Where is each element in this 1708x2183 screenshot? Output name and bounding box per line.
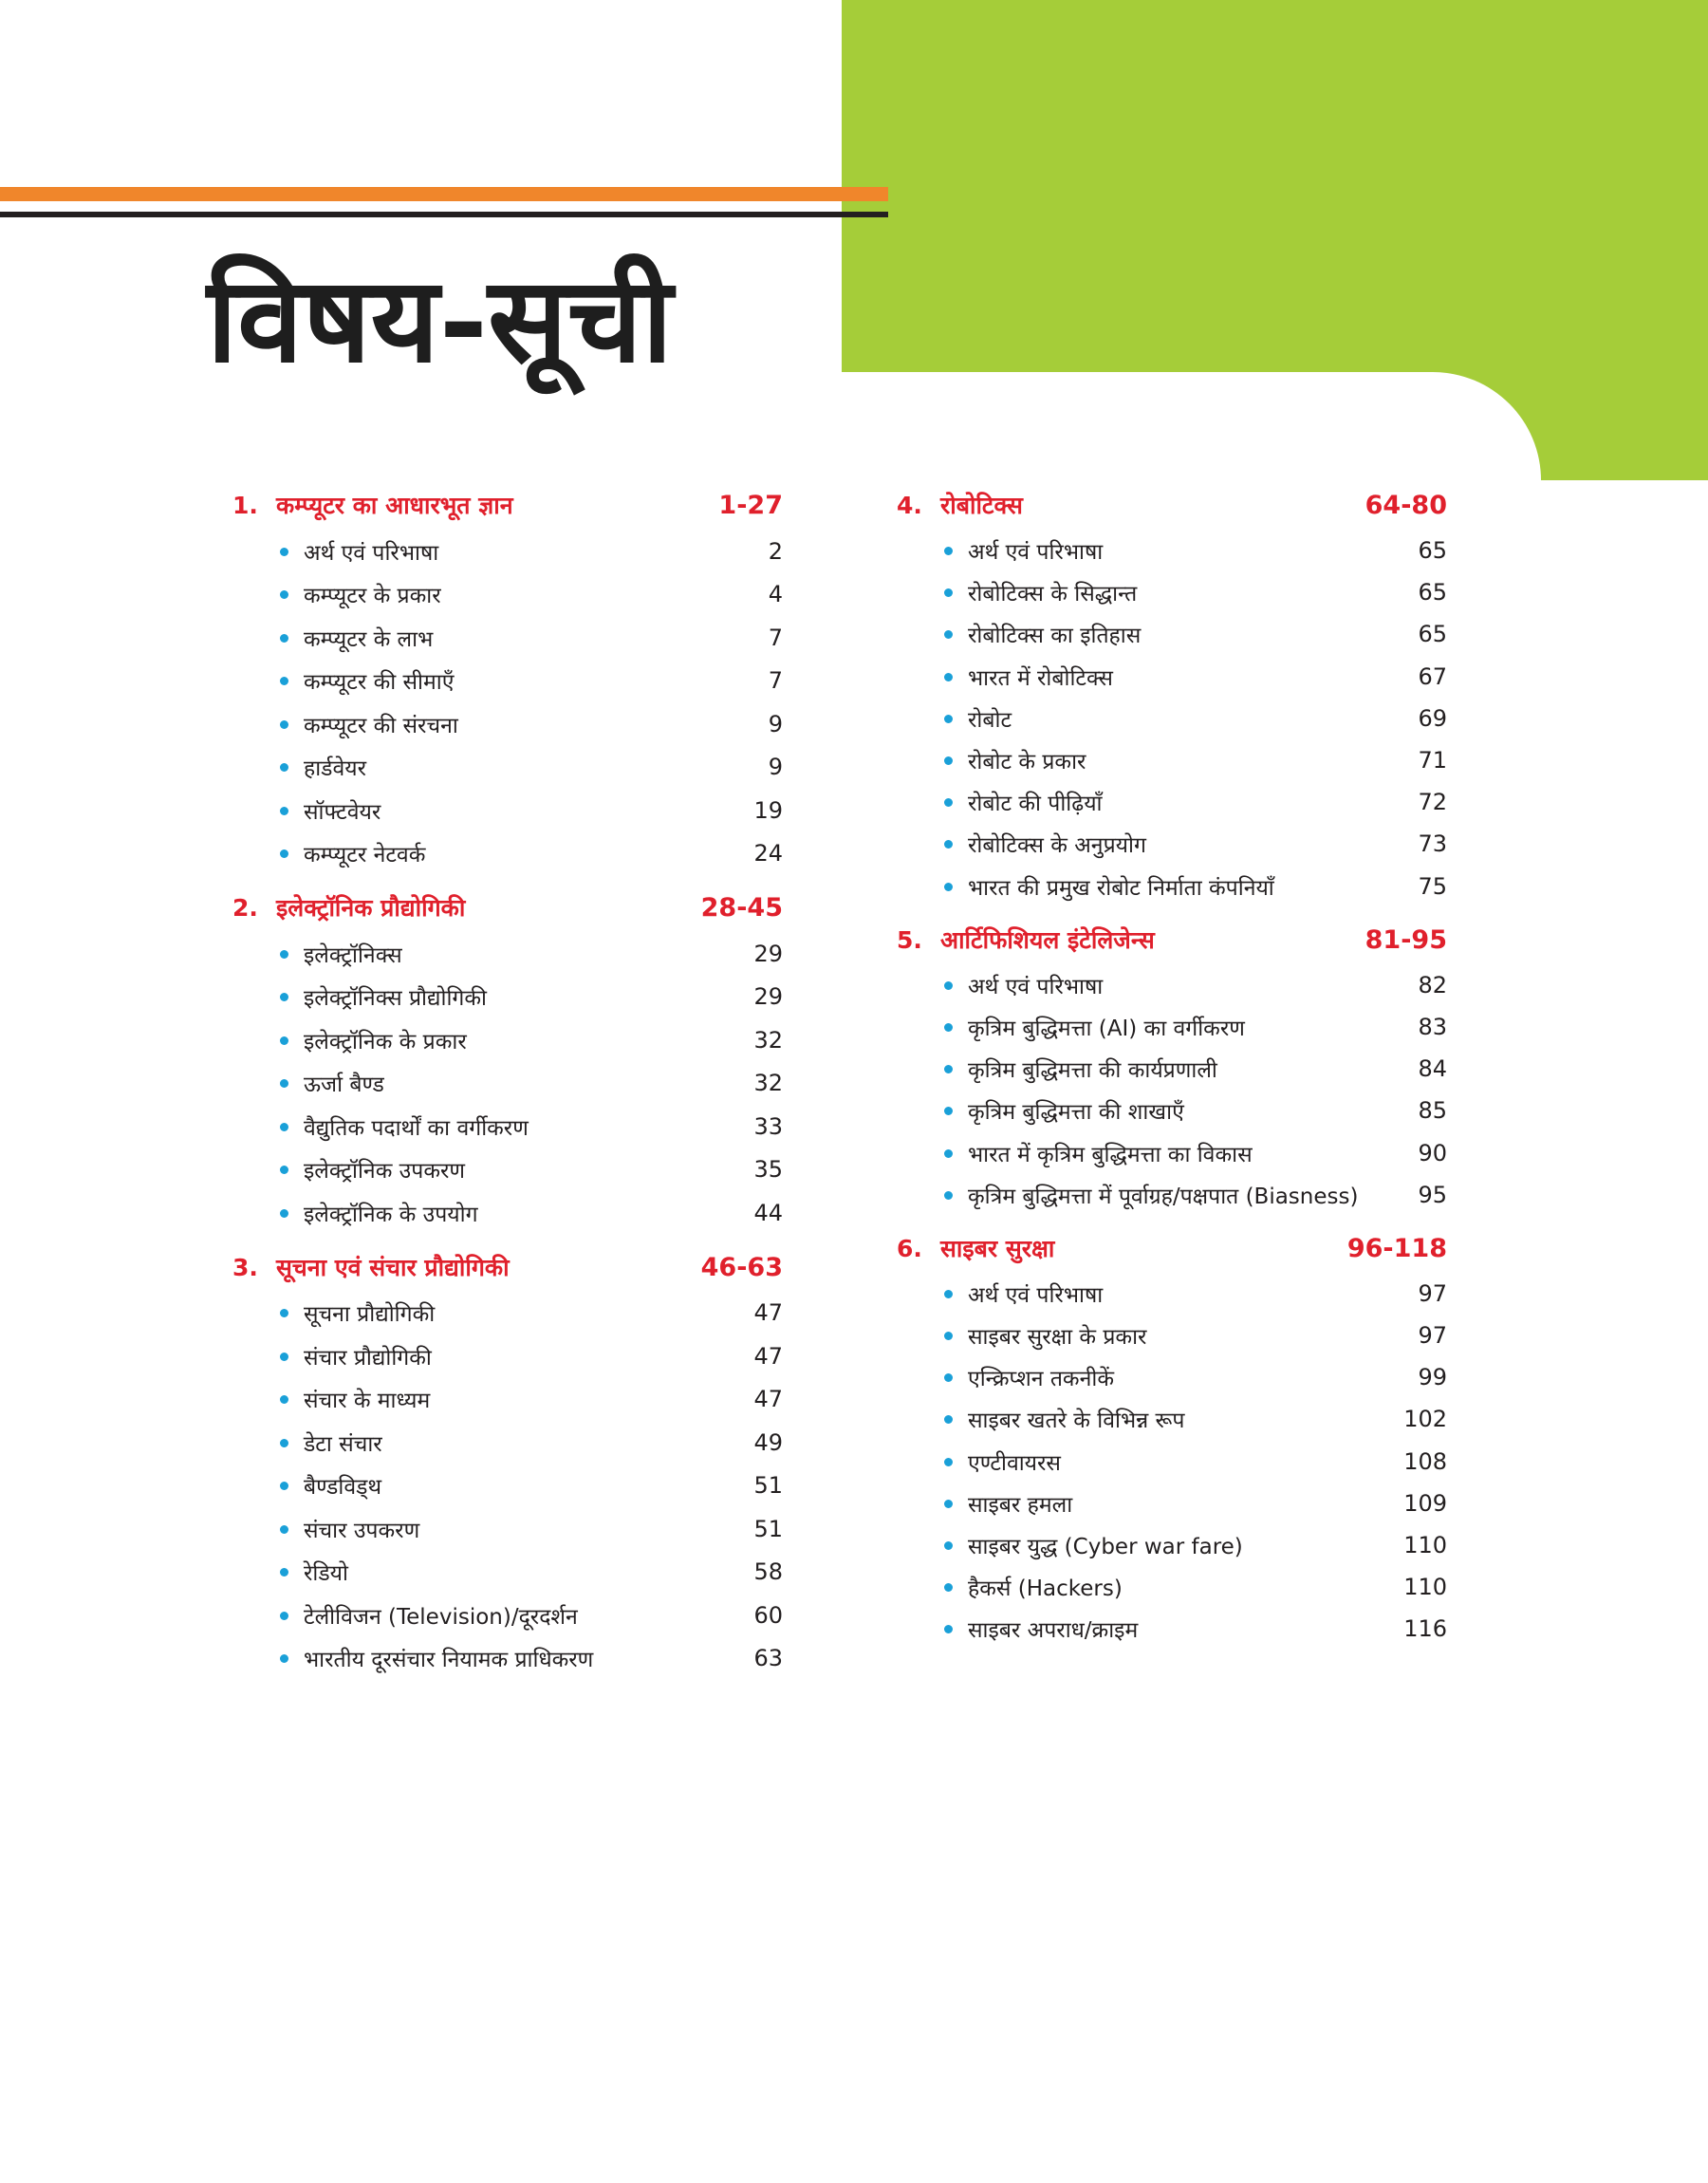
toc-entry-label: रोबोट के प्रकार [968,750,1086,775]
toc-entry[interactable] [232,530,783,573]
toc-entry-label: सॉफ्टवेयर [304,799,381,825]
bullet-icon [280,1079,288,1088]
toc-entry-label-wrap [944,1572,1123,1602]
toc-entry-page: 33 [753,1112,783,1140]
bullet-icon [280,763,288,772]
toc-entry[interactable] [232,1062,783,1106]
toc-entry-label-wrap [280,752,366,782]
toc-entry[interactable] [897,866,1447,907]
bullet-icon [944,1458,953,1466]
toc-entry-label-wrap [944,1054,1217,1084]
toc-entry-page: 47 [753,1299,783,1327]
bullet-icon [280,1309,288,1317]
toc-entry-label: हार्डवेयर [304,756,367,782]
toc-entry-page: 69 [1418,704,1447,732]
bullet-icon [944,840,953,849]
toc-entry[interactable] [897,1483,1447,1524]
dark-stripe [0,212,888,217]
bullet-icon [280,677,288,685]
bullet-icon [944,1065,953,1073]
toc-entry[interactable] [232,1465,783,1508]
toc-entry-label-wrap [944,1488,1072,1519]
bullet-icon [944,756,953,765]
bullet-icon [944,981,953,990]
toc-entry-label: कृत्रिम बुद्धिमत्ता (AI) का वर्गीकरण [968,1016,1245,1041]
toc-entry-page: 9 [768,754,783,781]
toc-entry-label: हैकर्स (Hackers) [968,1577,1123,1602]
bullet-icon [280,1525,288,1534]
toc-entry[interactable] [232,573,783,617]
bullet-icon [280,1123,288,1131]
toc-entry[interactable] [897,613,1447,655]
toc-entry-page: 32 [753,1026,783,1054]
toc-entry-label: साइबर खतरे के विभिन्न रूप [968,1409,1185,1434]
toc-entry-page: 44 [753,1199,783,1226]
toc-entry-page: 65 [1418,579,1447,606]
bullet-icon [944,1373,953,1382]
toc-entry-label-wrap [280,838,425,868]
bullet-icon [944,1625,953,1633]
toc-entry[interactable] [897,571,1447,613]
bullet-icon [944,1290,953,1298]
toc-entry-label-wrap [280,1068,384,1098]
section-page-range: 46-63 [700,1252,783,1282]
toc-entry-label: वैद्युतिक पदार्थों का वर्गीकरण [304,1115,529,1141]
section-number: 5. [897,925,922,954]
toc-entry[interactable] [897,1566,1447,1608]
toc-entry-page: 97 [1418,1322,1447,1350]
toc-entry-page: 102 [1403,1406,1447,1433]
toc-entry-label-wrap [280,1470,381,1501]
toc-section [232,1244,783,1681]
toc-entry[interactable] [232,1191,783,1235]
toc-entry[interactable] [897,1048,1447,1090]
section-title: इलेक्ट्रॉनिक प्रौद्योगिकी [276,894,466,922]
toc-entry-label-wrap [944,1404,1185,1434]
toc-entry-page: 97 [1418,1279,1447,1307]
toc-entry-label: रोबोट [968,707,1012,733]
toc-entry-label-wrap [280,1341,432,1371]
toc-entry[interactable] [232,746,783,790]
section-number: 2. [232,894,258,922]
toc-entry-label: कम्प्यूटर की संरचना [304,713,458,738]
toc-entry-page: 58 [753,1558,783,1586]
toc-entry[interactable] [897,1356,1447,1398]
toc-entry-label: भारत में रोबोटिक्स [968,665,1113,691]
toc-entry-label: सूचना प्रौद्योगिकी [304,1302,436,1328]
toc-entry[interactable] [897,698,1447,739]
toc-entry[interactable] [897,964,1447,1006]
toc-entry-label-wrap [280,1198,478,1228]
toc-entry-page: 84 [1418,1055,1447,1083]
bullet-icon [280,548,288,556]
toc-entry-page: 47 [753,1342,783,1370]
toc-entry[interactable] [232,1421,783,1465]
section-heading-text [897,917,1155,964]
toc-section [897,917,1447,1216]
toc-section [232,482,783,875]
toc-entry[interactable] [232,702,783,746]
section-page-range: 1-27 [718,491,783,520]
toc-entry[interactable] [232,1018,783,1062]
toc-entry[interactable] [232,932,783,976]
section-number: 3. [232,1253,258,1281]
toc-entry-page: 108 [1403,1447,1447,1475]
toc-entry-label: भारतीय दूरसंचार नियामक प्राधिकरण [304,1648,594,1673]
toc-entry-label-wrap [944,1138,1253,1168]
toc-entry-page: 7 [768,667,783,695]
section-heading-text [232,1244,510,1292]
toc-entry-label-wrap [280,1557,348,1587]
toc-entry-label: इलेक्ट्रॉनिक्स [304,942,402,968]
toc-entry-page: 24 [753,840,783,868]
toc-entry-page: 72 [1418,789,1447,816]
toc-entry-label: अर्थ एवं परिभाषा [304,540,439,566]
bullet-icon [944,630,953,639]
toc-entry-label: भारत की प्रमुख रोबोट निर्माता कंपनियाँ [968,875,1274,901]
bullet-icon [280,1395,288,1404]
toc-entry[interactable] [232,789,783,832]
toc-entry-label-wrap [280,623,433,653]
toc-entry[interactable] [232,1637,783,1681]
toc-entry-label-wrap [280,1514,419,1544]
toc-entry-label: इलेक्ट्रॉनिक उपकरण [304,1159,466,1185]
toc-entry-label-wrap [944,703,1012,734]
section-heading[interactable] [232,482,783,530]
toc-entry-label: संचार उपकरण [304,1518,420,1543]
section-title: रोबोटिक्स [940,492,1023,519]
bullet-icon [280,1166,288,1174]
toc-entry[interactable] [232,976,783,1019]
toc-entry-page: 60 [753,1601,783,1629]
toc-entry-page: 110 [1403,1574,1447,1601]
toc-entry-label: साइबर युद्ध (Cyber war fare) [968,1535,1243,1560]
section-number: 1. [232,492,258,519]
toc-entry[interactable] [897,1131,1447,1173]
bullet-icon [944,1500,953,1508]
toc-entry-label-wrap [280,536,438,567]
toc-entry-page: 95 [1418,1181,1447,1208]
bullet-icon [944,798,953,807]
bullet-icon [944,1107,953,1115]
toc-entry-page: 51 [753,1472,783,1500]
toc-entry[interactable] [897,781,1447,823]
toc-entry-page: 63 [753,1645,783,1672]
section-heading[interactable] [897,917,1447,964]
toc-entry-label: भारत में कृत्रिम बुद्धिमत्ता का विकास [968,1142,1253,1167]
toc-entry[interactable] [897,1608,1447,1650]
bullet-icon [944,1332,953,1340]
toc-entry-label-wrap [944,745,1086,775]
toc-entry-label-wrap [944,1614,1138,1644]
bullet-icon [944,1541,953,1550]
toc-entry-label: संचार प्रौद्योगिकी [304,1345,432,1371]
toc-section [897,1225,1447,1651]
bullet-icon [280,1612,288,1620]
toc-entry-label-wrap [944,1012,1245,1042]
bullet-icon [280,634,288,643]
toc-entry-page: 65 [1418,537,1447,565]
toc-entry[interactable] [897,1174,1447,1216]
bullet-icon [944,673,953,681]
bullet-icon [280,1568,288,1577]
section-heading[interactable] [897,482,1447,530]
toc-entry[interactable] [232,1551,783,1595]
toc-entry[interactable] [232,1334,783,1378]
page-title: विषय-सूची [207,252,673,389]
toc-entry[interactable] [897,1090,1447,1131]
section-page-range: 28-45 [700,893,783,923]
toc-entry-label-wrap [944,1180,1358,1210]
toc-entry-label: साइबर सुरक्षा के प्रकार [968,1325,1147,1351]
toc-entry-label-wrap [280,1025,467,1055]
toc-entry-page: 7 [768,624,783,651]
bullet-icon [944,1149,953,1158]
toc-entry-label: कृत्रिम बुद्धिमत्ता की कार्यप्रणाली [968,1058,1217,1084]
toc-entry-label-wrap [944,871,1274,902]
section-heading-text [897,482,1023,530]
section-heading[interactable] [232,1244,783,1292]
section-number: 6. [897,1234,922,1262]
toc-entry-label: कम्प्यूटर नेटवर्क [304,843,426,868]
toc-entry-label: रेडियो [304,1561,348,1587]
toc-entry-label-wrap [280,1111,529,1142]
toc-entry[interactable] [232,1292,783,1335]
toc-entry-page: 85 [1418,1097,1447,1125]
bullet-icon [280,1209,288,1218]
section-heading-text [232,885,465,932]
bullet-icon [280,1036,288,1045]
toc-entry-label: डेटा संचार [304,1431,382,1457]
toc-left-column [232,482,783,1689]
toc-entry-label-wrap [944,1446,1061,1477]
bullet-icon [280,993,288,1001]
toc-entry-label: अर्थ एवं परिभाषा [968,540,1104,566]
toc-entry-label-wrap [280,1427,382,1458]
toc-entry[interactable] [232,660,783,703]
section-heading[interactable] [232,885,783,932]
toc-entry-label: रोबोट की पीढ़ियाँ [968,792,1103,817]
toc-entry-label: ऊर्जा बैण्ड [304,1073,384,1098]
toc-entry-label-wrap [944,619,1141,649]
section-title: आर्टिफिशियल इंटेलिजेन्स [940,925,1155,954]
toc-entry-label: रोबोटिक्स का इतिहास [968,624,1142,649]
bullet-icon [280,807,288,815]
toc-entry[interactable] [232,1507,783,1551]
rounded-cutout [842,372,1541,480]
toc-entry-label-wrap [280,665,454,696]
toc-entry-label: कम्प्यूटर के लाभ [304,626,434,652]
bullet-icon [944,588,953,597]
toc-entry-label: इलेक्ट्रॉनिक्स प्रौद्योगिकी [304,986,487,1012]
toc-entry[interactable] [232,1105,783,1148]
toc-section [897,482,1447,907]
toc-entry-page: 35 [753,1156,783,1184]
toc-entry-label-wrap [280,1600,578,1631]
section-title: साइबर सुरक्षा [940,1234,1055,1262]
toc-entry-page: 19 [753,796,783,824]
toc-entry-label-wrap [280,939,402,969]
toc-entry-label-wrap [944,787,1103,817]
toc-entry[interactable] [897,1315,1447,1356]
toc-entry-label-wrap [280,1297,435,1328]
toc-entry-page: 32 [753,1070,783,1097]
toc-entry[interactable] [232,616,783,660]
toc-entry-label-wrap [944,970,1103,1000]
toc-entry-label: बैण्डविड्थ [304,1475,382,1501]
toc-entry-page: 9 [768,710,783,737]
toc-entry-page: 47 [753,1386,783,1413]
toc-entry-label-wrap [280,1154,465,1185]
toc-entry-page: 110 [1403,1532,1447,1559]
bullet-icon [280,1482,288,1490]
bullet-icon [944,1583,953,1592]
bullet-icon [280,1353,288,1361]
toc-entry-page: 2 [768,537,783,565]
bullet-icon [280,849,288,858]
toc-entry-label-wrap [944,577,1137,607]
toc-entry-label: रोबोटिक्स के अनुप्रयोग [968,833,1146,859]
section-heading-text [897,1225,1054,1273]
orange-stripe [0,187,888,201]
bullet-icon [944,1191,953,1200]
toc-entry[interactable] [897,530,1447,571]
toc-entry[interactable] [897,1524,1447,1566]
toc-entry-page: 75 [1418,872,1447,900]
toc-entry-label-wrap [944,1095,1184,1126]
toc-entry-label: अर्थ एवं परिभाषा [968,974,1104,999]
bullet-icon [280,950,288,959]
toc-entry-label-wrap [944,1530,1243,1560]
toc-entry-label: कम्प्यूटर की सीमाएँ [304,670,455,696]
toc-entry-label-wrap [280,1384,430,1414]
toc-entry-page: 4 [768,581,783,608]
toc-entry-page: 99 [1418,1364,1447,1391]
section-page-range: 81-95 [1365,924,1447,955]
toc-entry[interactable] [897,823,1447,865]
toc-entry[interactable] [232,1594,783,1637]
section-page-range: 64-80 [1365,491,1447,520]
bullet-icon [944,883,953,891]
toc-entry-page: 83 [1418,1013,1447,1040]
bullet-icon [944,715,953,723]
toc-entry[interactable] [897,1006,1447,1048]
toc-entry-label-wrap [944,1278,1103,1309]
toc-entry-page: 51 [753,1515,783,1542]
bullet-icon [280,590,288,599]
toc-entry-label-wrap [280,795,381,826]
section-heading-text [232,482,513,530]
toc-entry-label-wrap [280,1643,593,1673]
bullet-icon [280,720,288,729]
toc-entry-label: अर्थ एवं परिभाषा [968,1282,1104,1308]
toc-right-column [897,482,1447,1660]
toc-entry-label: साइबर अपराध/क्राइम [968,1618,1139,1644]
toc-section [232,885,783,1235]
section-page-range: 96-118 [1346,1233,1447,1263]
toc-entry[interactable] [232,1148,783,1192]
toc-entry[interactable] [897,1441,1447,1483]
toc-entry[interactable] [897,1273,1447,1315]
toc-entry-label-wrap [944,1362,1114,1392]
toc-entry-label-wrap [944,662,1113,692]
toc-entry-label: साइबर हमला [968,1492,1073,1518]
toc-entry-label: एण्टीवायरस [968,1450,1061,1476]
toc-entry-label-wrap [280,579,441,609]
toc-entry-page: 71 [1418,747,1447,774]
toc-entry-label-wrap [944,1320,1146,1351]
toc-entry-label: एन्क्रिप्शन तकनीकें [968,1367,1114,1392]
toc-entry-page: 116 [1403,1615,1447,1643]
toc-entry-page: 29 [753,983,783,1011]
toc-entry-label: इलेक्ट्रॉनिक के प्रकार [304,1029,467,1054]
toc-entry-label-wrap [280,981,487,1012]
bullet-icon [280,1439,288,1447]
bullet-icon [944,547,953,555]
toc-entry-page: 65 [1418,621,1447,648]
toc-entry-label: रोबोटिक्स के सिद्धान्त [968,582,1138,607]
toc-entry-page: 49 [753,1428,783,1456]
section-heading[interactable] [897,1225,1447,1273]
toc-entry-page: 67 [1418,662,1447,690]
toc-entry-label: कृत्रिम बुद्धिमत्ता की शाखाएँ [968,1100,1184,1126]
toc-entry-label: टेलीविजन (Television)/दूरदर्शन [304,1604,578,1630]
bullet-icon [944,1415,953,1424]
toc-entry-label: कृत्रिम बुद्धिमत्ता में पूर्वाग्रह/पक्षपात (Biasness) [968,1184,1359,1209]
toc-entry-label-wrap [944,535,1103,566]
bullet-icon [944,1023,953,1032]
toc-entry-label-wrap [944,829,1146,859]
toc-entry-page: 90 [1418,1139,1447,1166]
toc-entry[interactable] [232,832,783,876]
toc-entry[interactable] [232,1378,783,1422]
section-title: सूचना एवं संचार प्रौद्योगिकी [276,1253,510,1281]
toc-entry[interactable] [897,656,1447,698]
section-title: कम्प्यूटर का आधारभूत ज्ञान [276,492,513,519]
toc-entry-label: संचार के माध्यम [304,1389,431,1414]
toc-entry[interactable] [897,1398,1447,1440]
toc-entry-page: 82 [1418,971,1447,998]
toc-entry-label-wrap [280,709,458,739]
section-number: 4. [897,492,922,519]
toc-entry-page: 29 [753,940,783,967]
toc-entry-label: कम्प्यूटर के प्रकार [304,584,441,609]
toc-entry-page: 73 [1418,830,1447,858]
bullet-icon [280,1654,288,1663]
toc-entry-page: 109 [1403,1489,1447,1517]
toc-entry-label: इलेक्ट्रॉनिक के उपयोग [304,1202,478,1227]
toc-entry[interactable] [897,739,1447,781]
